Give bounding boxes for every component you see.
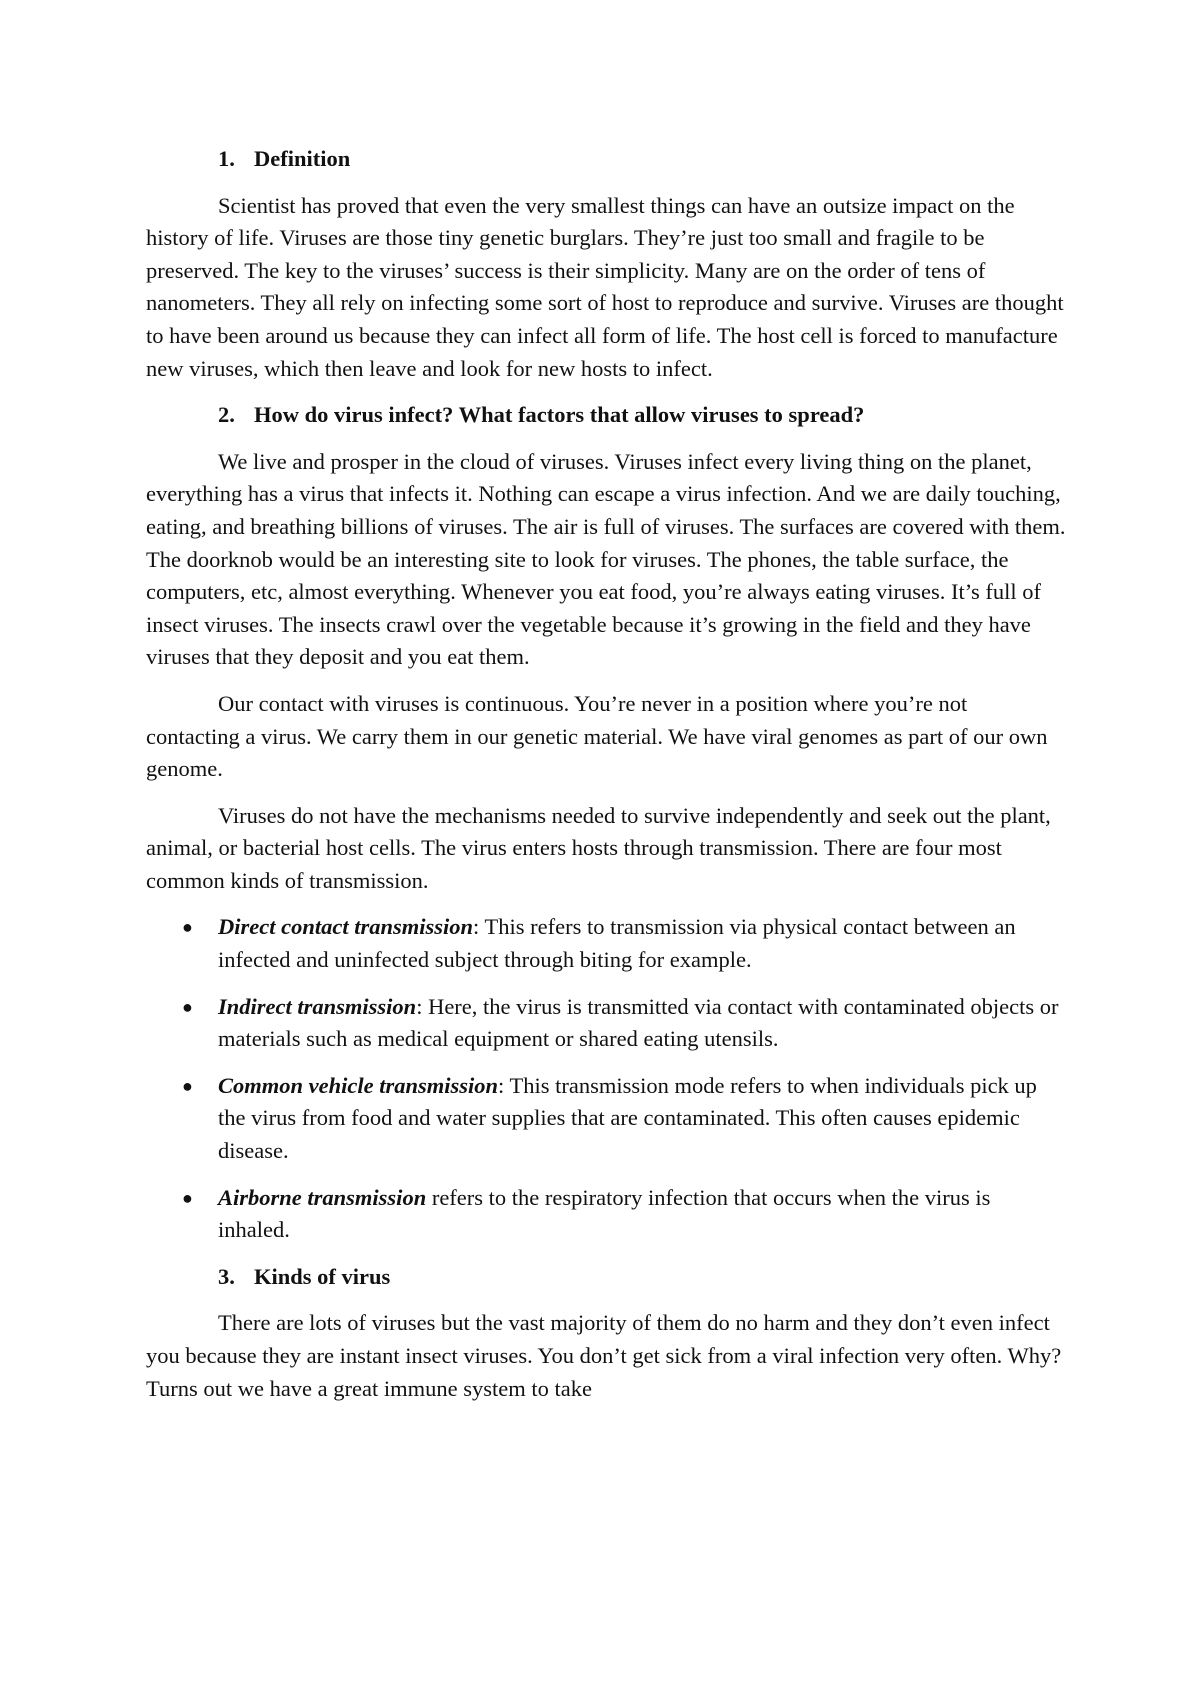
paragraph: Scientist has proved that even the very smallest things can have an outsize impact on the history of life. Viruses are those tiny genetic burglars. They’re just too small and fragile to be preserved. The key to the viruses’ success is their simplicity. Many are on the order of tens of nanometers. They all rely on infecting some sort of host to reproduce and survive. Viruses are thought to have been around us because they can infect all form of life. The host cell is forced to manufacture new viruses, which then leave and look for new hosts to infect. (146, 192, 1064, 381)
section-heading-kinds-of-virus (146, 1261, 1066, 1294)
list-item-text: : Here, the virus is transmitted via contact with contaminated objects or materials such as medical equipment or shared eating utensils. (218, 993, 1059, 1052)
section-number: 1. (218, 146, 235, 171)
list-item-term: Indirect transmission (218, 993, 417, 1019)
list-item-text: : This transmission mode refers to when individuals pick up the virus from food and water supplies that are contaminated. This often causes epidemic disease. (218, 1072, 1037, 1164)
bullet-icon: ● (182, 996, 193, 1017)
section-number: 2. (218, 402, 235, 428)
section-heading-how-virus-infect (146, 399, 1066, 432)
section-title: Kinds of virus (254, 1263, 391, 1289)
list-item-text: : This refers to transmission via physical contact between an infected and uninfected subject through biting for example. (218, 914, 1016, 973)
paragraph: There are lots of viruses but the vast majority of them do no harm and they don’t even infect you because they are instant insect viruses. You don’t get sick from a viral infection very often. Why? Turns out we have a great immune system to take (146, 1310, 1062, 1401)
list-item-term: Common vehicle transmission (218, 1072, 499, 1098)
list-item (146, 911, 1066, 976)
list-item-term: Direct contact transmission (218, 914, 474, 940)
list-item-term: Airborne transmission (218, 1184, 427, 1210)
transmission-list (146, 911, 1066, 1246)
section-number: 3. (218, 1263, 235, 1289)
list-item (146, 991, 1066, 1056)
paragraph: Viruses do not have the mechanisms needed to survive independently and seek out the plant, animal, or bacterial host cells. The virus enters hosts through transmission. There are four most common kinds of transmission. (146, 802, 1051, 893)
bullet-icon: ● (182, 1187, 193, 1208)
section-title: How do virus infect? What factors that allow viruses to spread? (254, 402, 865, 428)
paragraph: Our contact with viruses is continuous. You’re never in a position where you’re not contacting a virus. We carry them in our genetic material. We have viral genomes as part of our own genome. (146, 690, 1048, 782)
section-heading-definition (146, 143, 1066, 176)
section-title: Definition (254, 146, 351, 171)
bullet-icon: ● (182, 1075, 193, 1096)
list-item (146, 1070, 1066, 1168)
list-item (146, 1182, 1066, 1247)
document-page (146, 143, 1066, 1419)
list-item-text: refers to the respiratory infection that occurs when the virus is inhaled. (218, 1184, 991, 1243)
paragraph: We live and prosper in the cloud of viruses. Viruses infect every living thing on the planet, everything has a virus that infects it. Nothing can escape a virus infection. And we are daily touching, eating, and breathing billions of viruses. The air is full of viruses. The surfaces are covered with them. The doorknob would be an interesting site to look for viruses. The phones, the table surface, the computers, etc, almost everything. Whenever you eat food, you’re always eating viruses. It’s full of insect viruses. The insects crawl over the vegetable because it’s growing in the field and they have viruses that they deposit and you eat them. (146, 448, 1066, 670)
bullet-icon: ● (182, 917, 193, 938)
